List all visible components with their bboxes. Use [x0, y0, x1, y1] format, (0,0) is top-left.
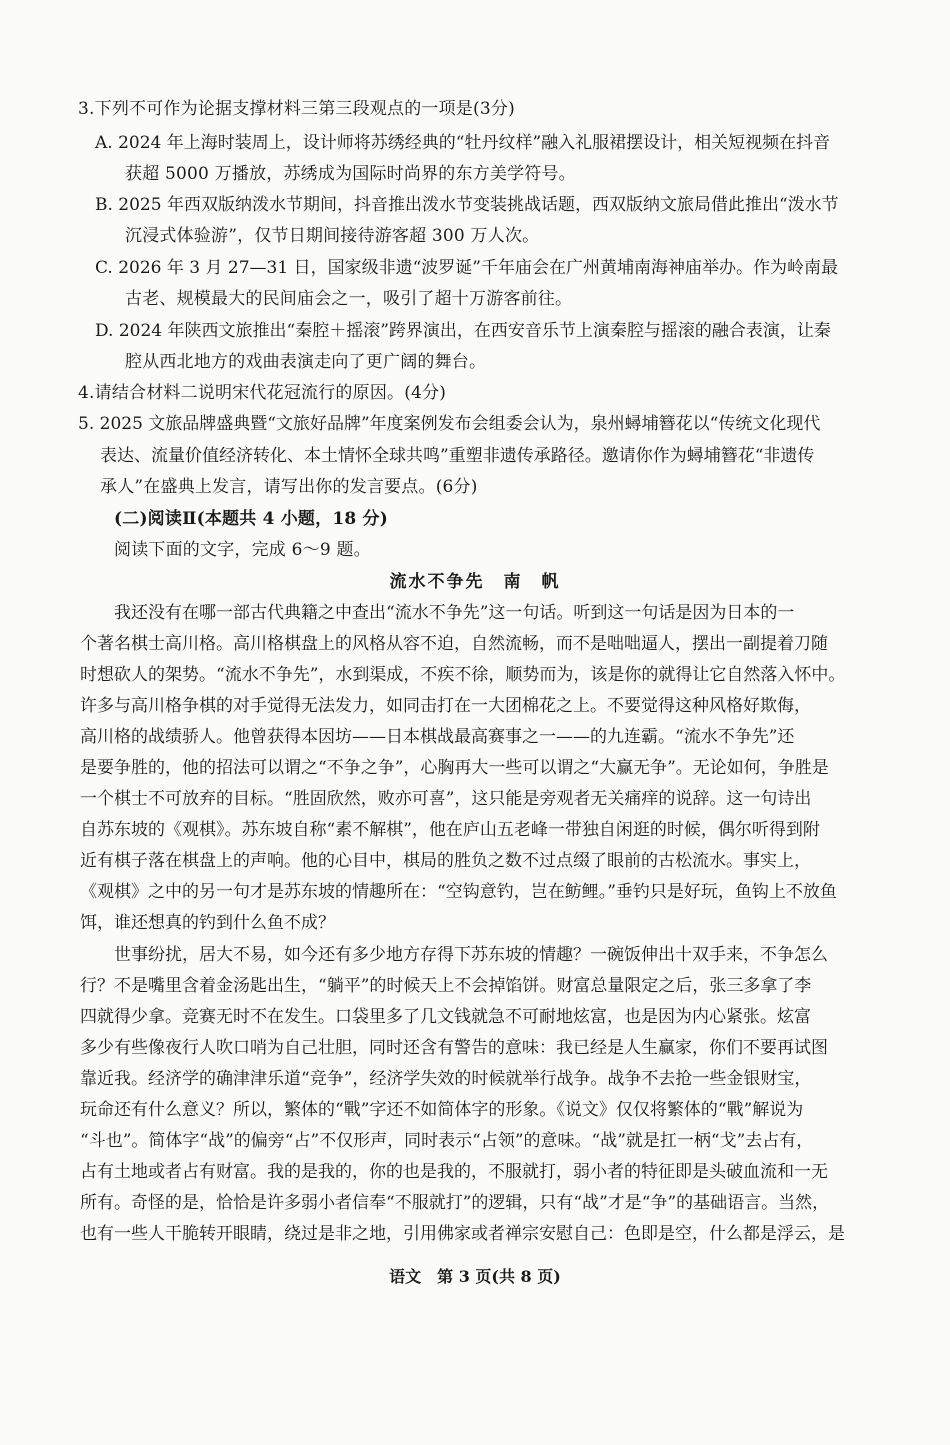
paragraph-line: 多少有些像夜行人吹口哨为自己壮胆，同时还含有警告的意味：我已经是人生赢家，你们不要再试图 — [80, 1038, 828, 1058]
paragraph-line: 占有土地或者占有财富。我的是我的，你的也是我的，不服就打，弱小者的特征即是头破血流和一无 — [80, 1162, 828, 1182]
paragraph-line: 许多与高川格争棋的对手觉得无法发力，如同击打在一大团棉花之上。不要觉得这种风格好欺侮， — [80, 696, 811, 716]
question-5-line3: 承人”在盛典上发言，请写出你的发言要点。(6分) — [100, 477, 478, 497]
paragraph-line: 所有。奇怪的是，恰恰是许多弱小者信奉“不服就打”的逻辑，只有“战”才是“争”的基础语言。当然， — [80, 1193, 830, 1213]
question-3-stem: 3.下列不可作为论据支撑材料三第三段观点的一项是(3分) — [78, 99, 515, 119]
paragraph-line: 个著名棋士高川格。高川格棋盘上的风格从容不迫，自然流畅，而不是咄咄逼人，摆出一副提着刀随 — [80, 634, 828, 654]
paragraph-line: 靠近我。经济学的确津津乐道“竞争”，经济学失效的时候就举行战争。战争不去抢一些金银财宝， — [80, 1069, 812, 1089]
paragraph-line: 饵，谁还想真的钓到什么鱼不成？ — [80, 913, 335, 933]
paragraph-line: 一个棋士不可放弃的目标。“胜固欣然，败亦可喜”，这只能是旁观者无关痛痒的说辞。这一句诗出 — [80, 789, 812, 809]
option-a-line1: A. 2024 年上海时装周上，设计师将苏绣经典的“牡丹纹样”融入礼服裙摆设计，相关短视频在抖音 — [95, 133, 831, 153]
paragraph-line: 自苏东坡的《观棋》。苏东坡自称“素不解棋”，他在庐山五老峰一带独自闲逛的时候，偶尔听得到附 — [80, 820, 820, 840]
option-d-line1: D. 2024 年陕西文旅推出“秦腔＋摇滚”跨界演出，在西安音乐节上演秦腔与摇滚的融合表演，让秦 — [95, 321, 831, 341]
section-instruction: 阅读下面的文字，完成 6～9 题。 — [114, 540, 371, 560]
paragraph-line: 高川格的战绩骄人。他曾获得本因坊——日本棋战最高赛事之一——的九连霸。“流水不争先”还 — [80, 727, 795, 747]
paragraph-line: 行？不是嘴里含着金汤匙出生，“躺平”的时候天上不会掉馅饼。财富总量限定之后，张三多拿了李 — [80, 976, 812, 996]
paragraph-line: 也有一些人干脆转开眼睛，绕过是非之地，引用佛家或者禅宗安慰自己：色即是空，什么都是浮云，是 — [80, 1224, 845, 1244]
option-b-line2: 沉浸式体验游”，仅节日期间接待游客超 300 万人次。 — [125, 226, 540, 246]
paragraph-line: 近有棋子落在棋盘上的声响。他的心目中，棋局的胜负之数不过点缀了眼前的古松流水。事实上， — [80, 851, 811, 871]
page-footer: 语文 第 3 页(共 8 页) — [389, 1267, 561, 1286]
paragraph-line: 玩命还有什么意义？所以，繁体的“戰”字还不如简体字的形象。《说文》仅仅将繁体的“戰”解说为 — [80, 1100, 804, 1120]
paragraph-line: 世事纷扰，居大不易，如今还有多少地方存得下苏东坡的情趣？一碗饭伸出十双手来，不争怎么 — [114, 945, 828, 965]
option-a-line2: 获超 5000 万播放，苏绣成为国际时尚界的东方美学符号。 — [125, 164, 576, 184]
paragraph-line: “斗也”。简体字“战”的偏旁“占”不仅形声，同时表示“占领”的意味。“战”就是扛一柄“戈”去占有， — [80, 1131, 814, 1151]
question-4: 4.请结合材料二说明宋代花冠流行的原因。(4分) — [78, 383, 447, 403]
paragraph-line: 时想砍人的架势。“流水不争先”，水到渠成，不疾不徐，顺势而为，该是你的就得让它自然落入怀中。 — [80, 665, 846, 685]
paragraph-line: 四就得少拿。竞赛无时不在发生。口袋里多了几文钱就急不可耐地炫富，也是因为内心紧张。炫富 — [80, 1007, 811, 1027]
section-heading: (二)阅读Ⅱ(本题共 4 小题，18 分) — [114, 509, 388, 529]
question-5-line1: 5. 2025 文旅品牌盛典暨“文旅好品牌”年度案例发布会组委会认为，泉州蟳埔簪花以“传统文化现代 — [78, 414, 821, 434]
article-title: 流水不争先 南 帆 — [389, 572, 561, 592]
option-c-line1: C. 2026 年 3 月 27—31 日，国家级非遗“波罗诞”千年庙会在广州黄埔南海神庙举办。作为岭南最 — [95, 258, 838, 278]
option-d-line2: 腔从西北地方的戏曲表演走向了更广阔的舞台。 — [125, 352, 487, 372]
paragraph-line: 我还没有在哪一部古代典籍之中查出“流水不争先”这一句话。听到这一句话是因为日本的一 — [114, 603, 795, 623]
option-b-line1: B. 2025 年西双版纳泼水节期间，抖音推出泼水节变装挑战话题，西双版纳文旅局借此推出“泼水节 — [95, 195, 839, 215]
question-5-line2: 表达、流量价值经济转化、本土情怀全球共鸣”重塑非遗传承路径。邀请你作为蟳埔簪花“非遗传 — [100, 446, 815, 466]
option-c-line2: 古老、规模最大的民间庙会之一，吸引了超十万游客前往。 — [125, 289, 573, 309]
paragraph-line: 是要争胜的，他的招法可以谓之“不争之争”，心胸再大一些可以谓之“大赢无争”。无论如何，争胜是 — [80, 758, 829, 778]
paragraph-line: 《观棋》之中的另一句才是苏东坡的情趣所在：“空钩意钓，岂在鲂鲤。”垂钓只是好玩，鱼钩上不放鱼 — [80, 882, 837, 902]
